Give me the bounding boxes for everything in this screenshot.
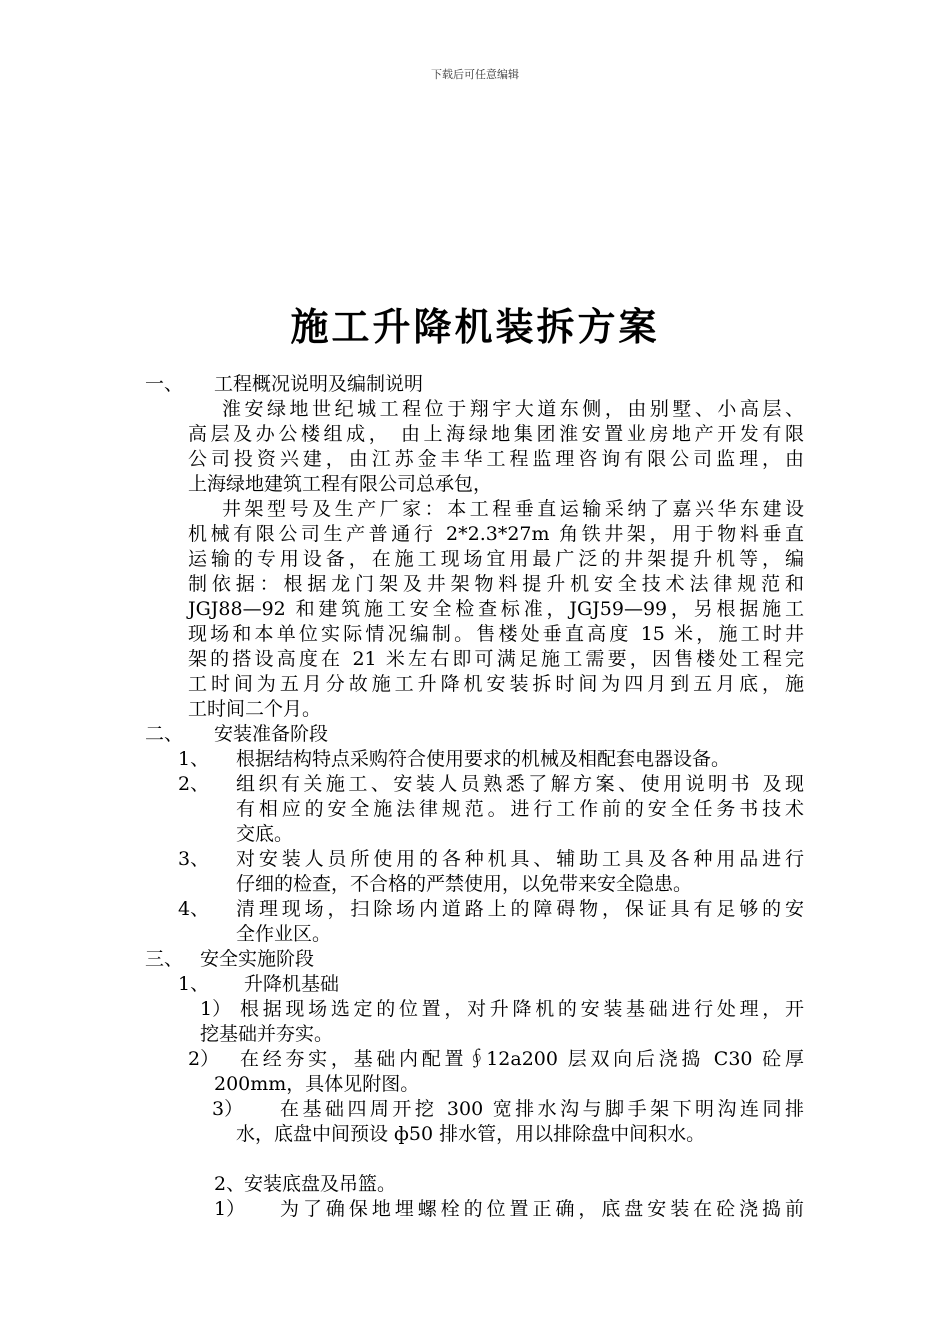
s1-p2-line-3: 运输的专用设备，在施工现场宜用最广泛的井架提升机等，编 [188,548,804,570]
s3-item-3-line-1: 在基础四周开挖 300 宽排水沟与脚手架下明沟连同排 [280,1098,804,1120]
s2-item-3-number: 3、 [178,848,210,870]
s2-item-4-line-2: 全作业区。 [236,923,332,945]
s1-p2-line-1: 井架型号及生产厂家：本工程垂直运输采纳了嘉兴华东建设 [222,498,804,520]
s1-p2-line-4: 制依据：根据龙门架及井架物料提升机安全技术法律规范和 [188,573,804,595]
s3-item-2-number: 2） [188,1048,220,1070]
s3-sub-1-number: 1、 [178,973,210,995]
s1-p1-line-1: 淮安绿地世纪城工程位于翔宇大道东侧，由别墅、小高层、 [222,398,804,420]
s2-item-4-number: 4、 [178,898,210,920]
section-1-heading: 工程概况说明及编制说明 [214,373,424,395]
s2-item-2-number: 2、 [178,773,210,795]
s2-item-3-line-2: 仔细的检查，不合格的严禁使用，以免带来安全隐患。 [236,873,693,895]
section-3-heading: 安全实施阶段 [200,948,315,970]
document-title: 施工升降机装拆方案 [290,304,660,349]
s3-sub-2-number: 2、 [214,1173,246,1195]
section-3-number: 三、 [145,948,184,970]
s3-sub-1-heading: 升降机基础 [244,973,340,995]
section-2-number: 二、 [145,723,184,745]
page-header: 下载后可任意编辑 [431,68,519,81]
s2-item-1-number: 1、 [178,748,210,770]
s3-item-1-line-2: 挖基础并夯实。 [200,1023,334,1045]
s3-sub-2-item-1-line: 为了确保地埋螺栓的位置正确，底盘安装在砼浇捣前 [280,1198,804,1220]
section-2-heading: 安装准备阶段 [214,723,329,745]
s1-p2-line-2: 机械有限公司生产普通行 2*2.3*27m 角铁井架，用于物料垂直 [188,523,804,545]
s3-item-1-line-1: 根据现场选定的位置，对升降机的安装基础进行处理，开 [240,998,804,1020]
s1-p2-line-5: JGJ88—92 和建筑施工安全检查标准，JGJ59—99，另根据施工 [188,598,804,620]
s1-p2-line-8: 工时间为五月分故施工升降机安装拆时间为四月到五月底，施 [188,673,804,695]
s2-item-3-line-1: 对安装人员所使用的各种机具、辅助工具及各种用品进行 [236,848,804,870]
s1-p1-line-3: 公司投资兴建，由江苏金丰华工程监理咨询有限公司监理，由 [188,448,804,470]
s2-item-4-line-1: 清理现场，扫除场内道路上的障碍物，保证具有足够的安 [236,898,804,920]
s3-item-1-number: 1） [200,998,232,1020]
s3-item-2-line-1: 在经夯实，基础内配置∮12a200 层双向后浇捣 C30 砼厚 [240,1048,804,1070]
s2-item-2-line-3: 交底。 [236,823,294,845]
section-1-number: 一、 [145,373,184,395]
s1-p1-line-2: 高层及办公楼组成， 由上海绿地集团淮安置业房地产开发有限 [188,423,804,445]
s1-p2-line-7: 架的搭设高度在 21 米左右即可满足施工需要，因售楼处工程完 [188,648,804,670]
s2-item-2-line-2: 有相应的安全施法律规范。进行工作前的安全任务书技术 [236,798,804,820]
s2-item-1-line-1: 根据结构特点采购符合使用要求的机械及相配套电器设备。 [236,748,731,770]
s3-item-3-number: 3） [212,1098,244,1120]
s1-p1-line-4: 上海绿地建筑工程有限公司总承包， [188,473,493,495]
s1-p2-line-6: 现场和本单位实际情况编制。售楼处垂直高度 15 米，施工时井 [188,623,804,645]
s3-item-2-line-2: 200mm，具体见附图。 [214,1073,420,1095]
s2-item-2-line-1: 组织有关施工、安装人员熟悉了解方案、使用说明书 及现 [236,773,804,795]
s3-sub-2-item-1-number: 1） [214,1198,246,1220]
s3-item-3-line-2: 水，底盘中间预设 ф50 排水管，用以排除盘中间积水。 [236,1123,706,1145]
s3-sub-2-heading: 安装底盘及吊篮。 [244,1173,397,1195]
s1-p2-line-9: 工时间二个月。 [188,698,322,720]
